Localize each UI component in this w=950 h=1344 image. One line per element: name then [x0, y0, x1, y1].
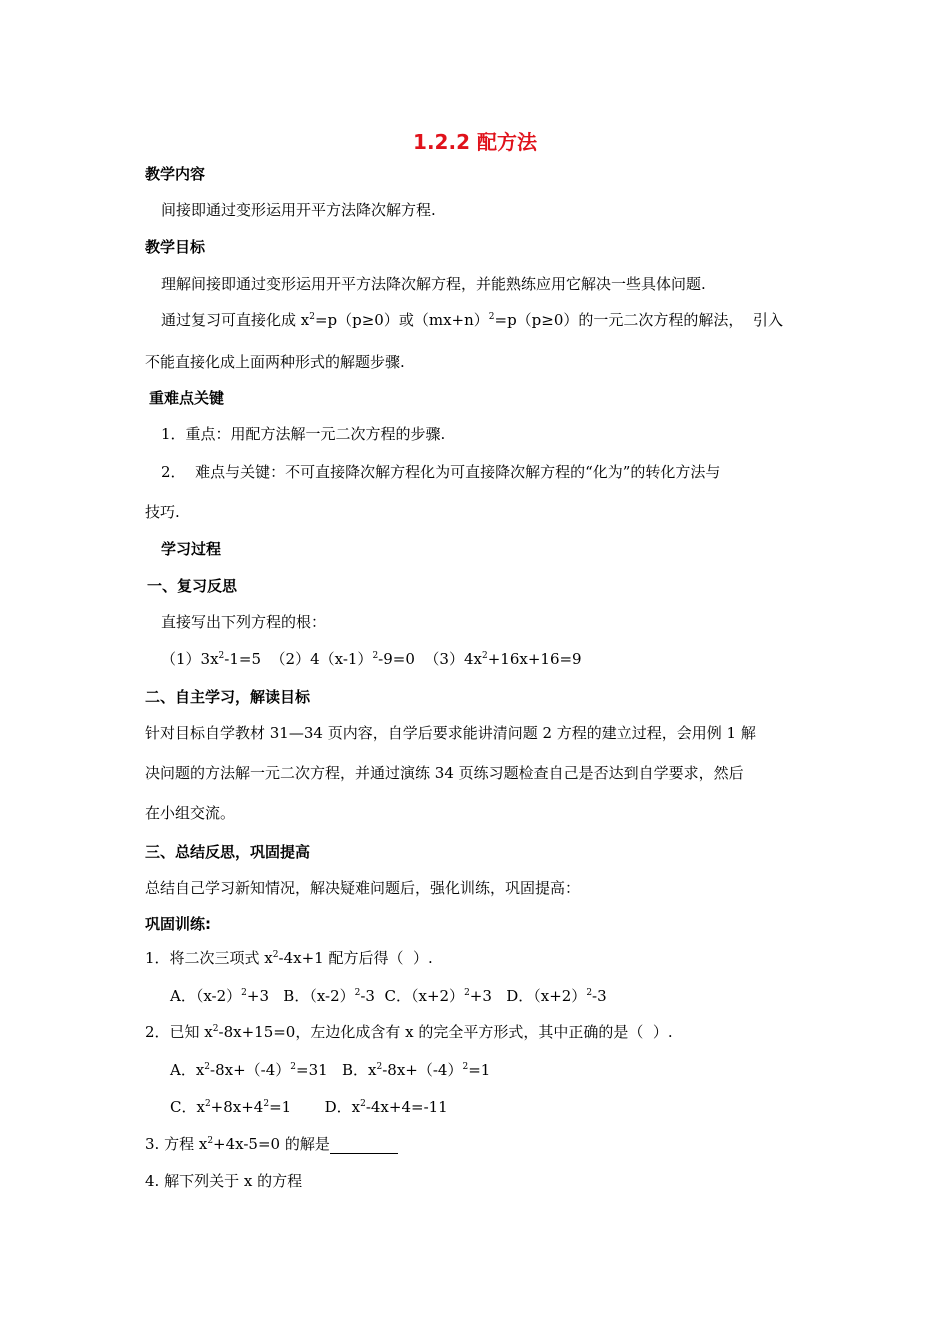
question-2-options-1: A．$x^2-8x+(-4)^2=31$ B．$x^2-8x+(-4)^2=1$: [170, 1061, 491, 1079]
part1-equations: $(1)3x^2-1=5$ $(2)4(x-1)^2-9=0$ $(3)4x^2+16x+16=9$: [161, 650, 582, 668]
question-2-options-2: C．$x^2+8x+4^2=1$ D．$x^2-4x+4=-11$: [170, 1098, 448, 1116]
question-3: 3. 方程 $x^2+4x-5=0$ 的解是: [145, 1134, 398, 1154]
question-2: 2．已知 $x^2-8x+15=0$，左边化成含有 x 的完全平方形式，其中正确的是（ ）.: [145, 1023, 673, 1041]
heading-part3: 三、总结反思，巩固提高: [145, 843, 311, 861]
page-title: 1.2.2 配方法: [413, 130, 537, 154]
heading-content: 教学内容: [145, 165, 206, 183]
question-4: 4. 解下列关于 x 的方程: [145, 1172, 303, 1190]
heading-process: 学习过程: [161, 540, 222, 558]
part1-text: 直接写出下列方程的根：: [161, 613, 327, 631]
heading-goals: 教学目标: [145, 238, 206, 256]
key-item-1: 1．重点：用配方法解一元二次方程的步骤.: [161, 425, 446, 443]
question-1: 1．将二次三项式 $x^2-4x+1$ 配方后得（ ）.: [145, 949, 433, 967]
heading-key: 重难点关键: [149, 389, 225, 407]
part2-line-2: 决问题的方法解一元二次方程，并通过演练 34 页练习题检查自己是否达到自学要求，然后: [145, 764, 744, 782]
part3-text: 总结自己学习新知情况，解决疑难问题后，强化训练，巩固提高：: [145, 879, 581, 897]
goals-p2-cont: 不能直接化成上面两种形式的解题步骤.: [145, 353, 405, 371]
heading-part2: 二、自主学习，解读目标: [145, 688, 311, 706]
part2-line-3: 在小组交流。: [145, 804, 236, 822]
goals-p2: 通过复习可直接化成 $x^2=p(p\ge 0)$或$(mx+n)^2=p(p\ge 0)$的一元二次方程的解法， 引入: [161, 311, 783, 329]
key-item-2-cont: 技巧.: [145, 503, 180, 521]
content-text: 间接即通过变形运用开平方法降次解方程.: [161, 201, 436, 219]
goals-p1: 理解间接即通过变形运用开平方法降次解方程，并能熟练应用它解决一些具体问题.: [161, 275, 706, 293]
answer-blank: [330, 1137, 398, 1154]
heading-practice: 巩固训练:: [145, 915, 211, 933]
part2-line-1: 针对目标自学教材 31—34 页内容，自学后要求能讲清问题 2 方程的建立过程，会用例 1 解: [145, 724, 756, 742]
heading-part1: 一、复习反思: [147, 577, 238, 595]
question-1-options: A．$(x-2)^2+3$ B．$(x-2)^2-3$ C．$(x+2)^2+3$ D．$(x+2)^2-3$: [170, 987, 607, 1005]
key-item-2: 2． 难点与关键：不可直接降次解方程化为可直接降次解方程的“化为”的转化方法与: [161, 463, 721, 481]
